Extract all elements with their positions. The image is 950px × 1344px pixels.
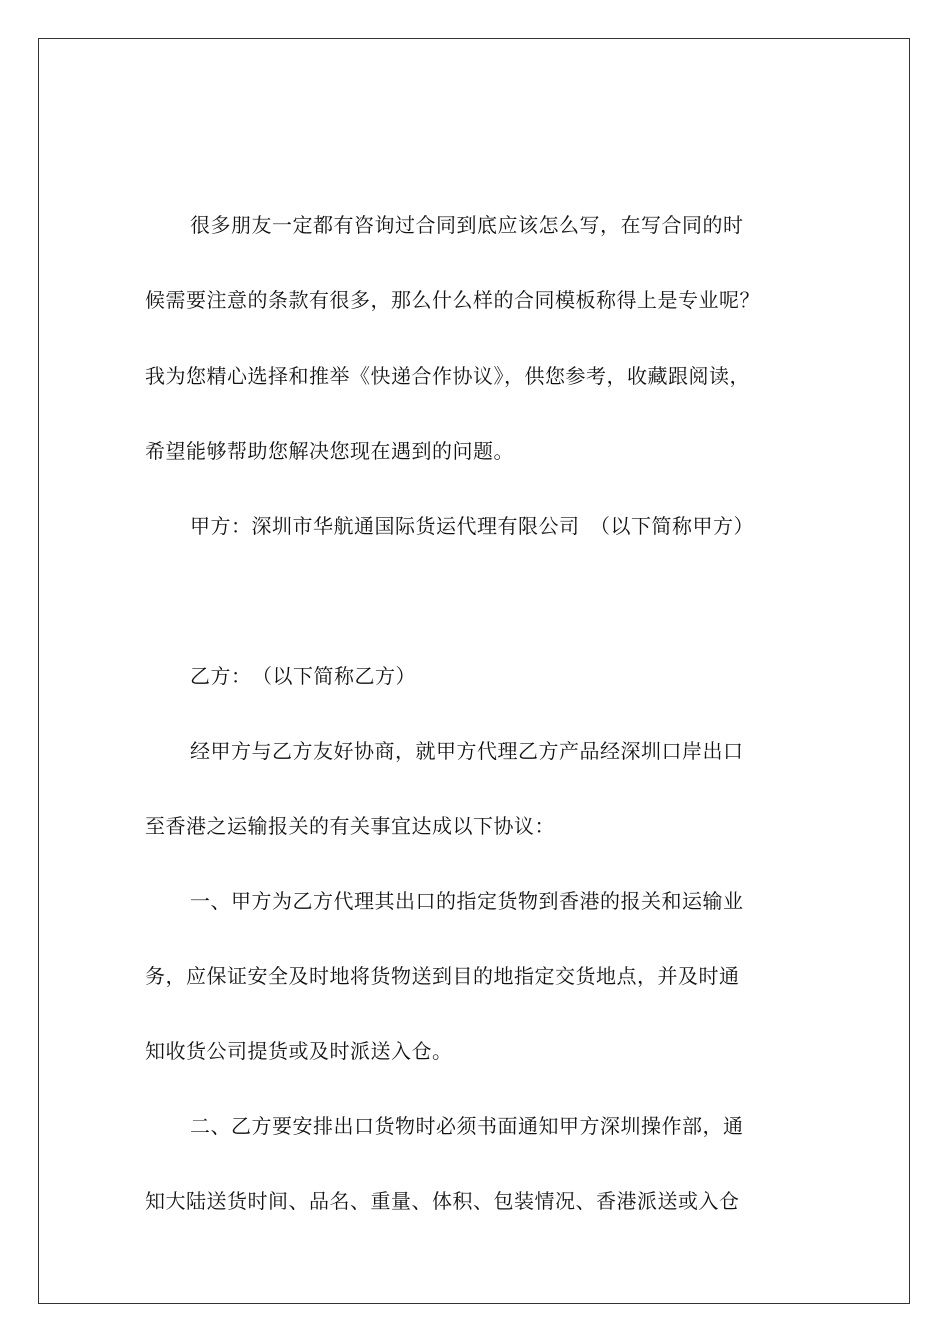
intro-line-4: 希望能够帮助您解决您现在遇到的问题。 [145, 439, 514, 463]
party-a-line: 甲方：深圳市华航通国际货运代理有限公司 （以下简称甲方） [190, 514, 754, 538]
preamble-line-2: 至香港之运输报关的有关事宜达成以下协议： [145, 814, 555, 838]
intro-line-3: 我为您精心选择和推举《快递合作协议》，供您参考，收藏跟阅读， [145, 364, 750, 388]
clause-1-line-3: 知收货公司提货或及时派送入仓。 [145, 1039, 453, 1063]
clause-2-line-2: 知大陆送货时间、品名、重量、体积、包装情况、香港派送或入仓 [145, 1189, 740, 1213]
clause-1-line-2: 务，应保证安全及时地将货物送到目的地指定交货地点，并及时通 [145, 964, 740, 988]
preamble-line-1: 经甲方与乙方友好协商，就甲方代理乙方产品经深圳口岸出口 [190, 739, 744, 763]
intro-line-2: 候需要注意的条款有很多，那么什么样的合同模板称得上是专业呢？ [145, 288, 760, 312]
intro-line-1: 很多朋友一定都有咨询过合同到底应该怎么写，在写合同的时 [190, 213, 744, 237]
party-b-line: 乙方： （以下简称乙方） [190, 664, 416, 688]
clause-1-line-1: 一、甲方为乙方代理其出口的指定货物到香港的报关和运输业 [190, 889, 744, 913]
clause-2-line-1: 二、乙方要安排出口货物时必须书面通知甲方深圳操作部，通 [190, 1114, 744, 1138]
